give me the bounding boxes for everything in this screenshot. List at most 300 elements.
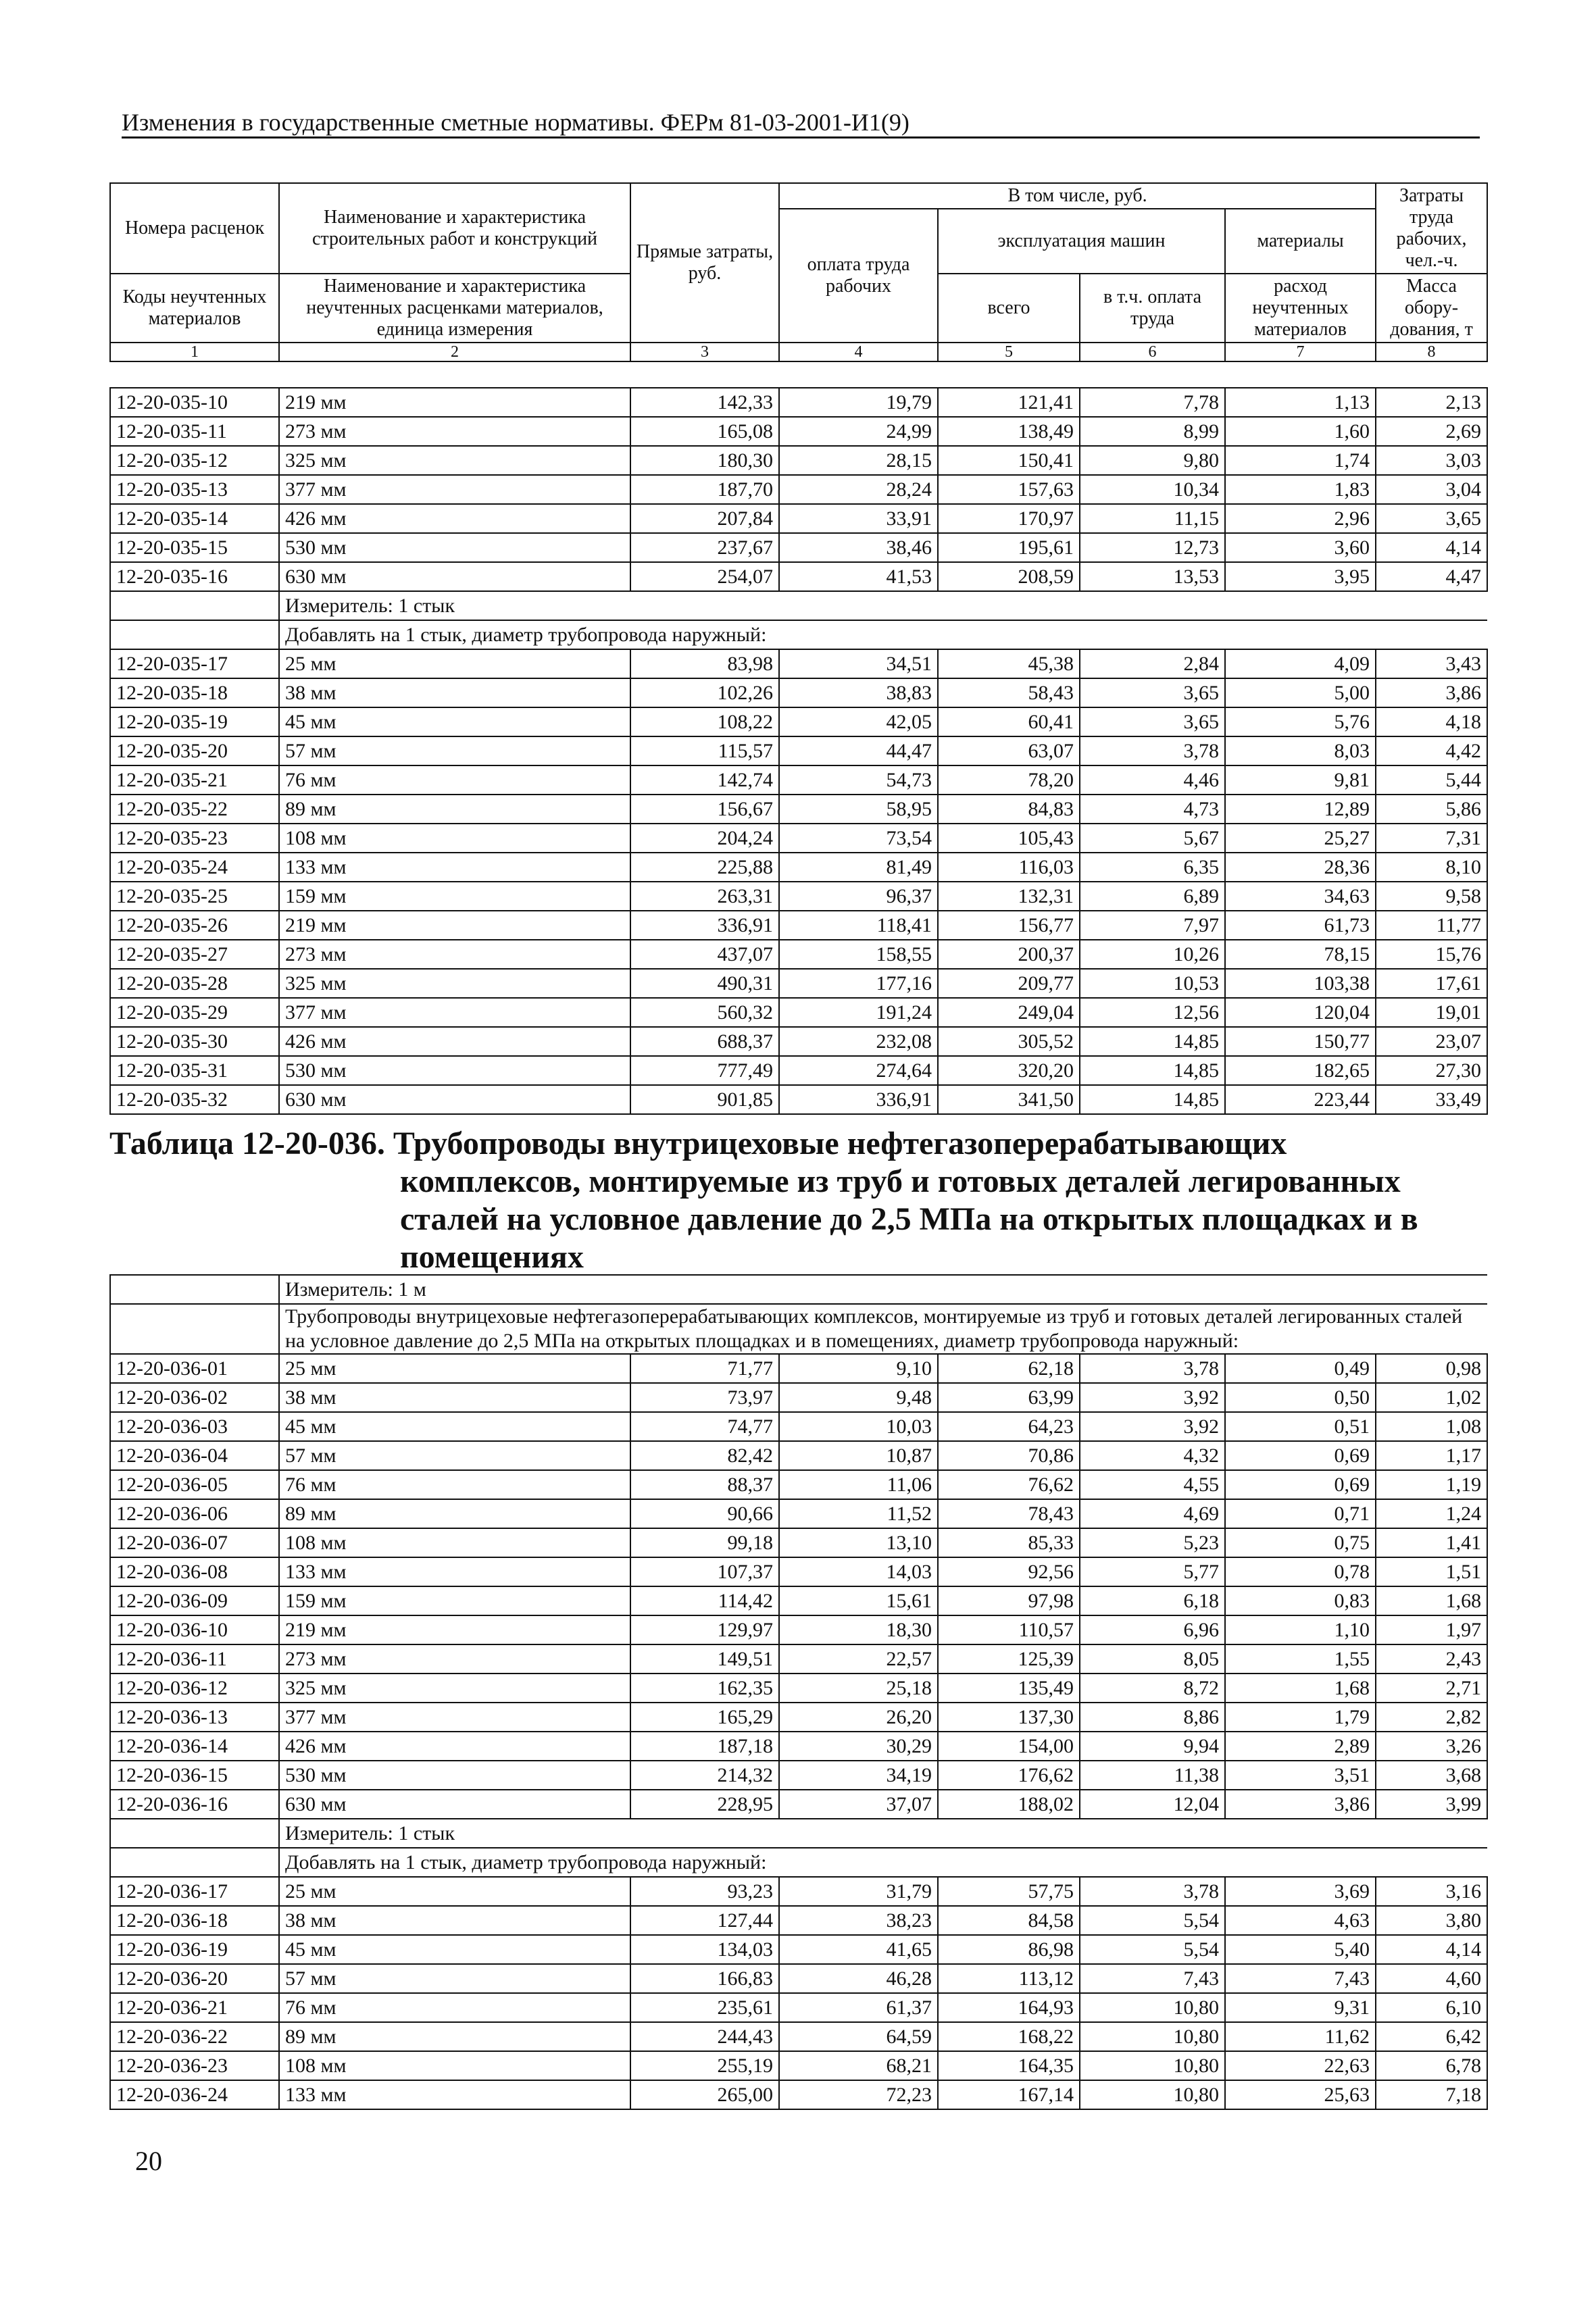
labor-hours: 3,65 — [1376, 504, 1487, 533]
machines-labor: 14,85 — [1080, 1056, 1225, 1085]
machines-total: 78,43 — [938, 1499, 1080, 1528]
machines-labor: 3,65 — [1080, 678, 1225, 707]
labor-pay: 15,61 — [779, 1586, 938, 1615]
labor-pay: 54,73 — [779, 765, 938, 795]
rate-code: 12-20-036-07 — [110, 1528, 279, 1557]
machines-total: 57,75 — [938, 1877, 1080, 1906]
item-diameter: 377 мм — [279, 1703, 630, 1732]
materials: 0,51 — [1225, 1412, 1376, 1441]
col-index: 6 — [1080, 343, 1225, 361]
labor-pay: 31,79 — [779, 1877, 938, 1906]
labor-hours: 11,77 — [1376, 911, 1487, 940]
materials: 4,63 — [1225, 1906, 1376, 1935]
table-row — [110, 1528, 1487, 1557]
table-row — [110, 649, 1487, 678]
machines-labor: 5,67 — [1080, 824, 1225, 853]
direct-cost: 99,18 — [630, 1528, 779, 1557]
measure-label: Измеритель: 1 м — [279, 1275, 1487, 1304]
labor-pay: 64,59 — [779, 2022, 938, 2051]
materials: 1,79 — [1225, 1703, 1376, 1732]
direct-cost: 336,91 — [630, 911, 779, 940]
direct-cost: 560,32 — [630, 998, 779, 1027]
table-row — [110, 2022, 1487, 2051]
rate-code: 12-20-035-11 — [110, 417, 279, 446]
machines-total: 135,49 — [938, 1674, 1080, 1703]
direct-cost: 71,77 — [630, 1354, 779, 1383]
direct-cost: 82,42 — [630, 1441, 779, 1470]
item-diameter: 108 мм — [279, 1528, 630, 1557]
rate-code: 12-20-036-12 — [110, 1674, 279, 1703]
direct-cost: 162,35 — [630, 1674, 779, 1703]
rate-code: 12-20-036-15 — [110, 1761, 279, 1790]
col-head-materials: материалы — [1225, 209, 1376, 274]
machines-labor: 6,89 — [1080, 882, 1225, 911]
machines-labor: 10,80 — [1080, 2022, 1225, 2051]
materials: 7,43 — [1225, 1964, 1376, 1993]
labor-hours: 17,61 — [1376, 969, 1487, 998]
caption-line: помещениях — [400, 1239, 584, 1275]
rows-035-top — [110, 388, 1487, 591]
labor-pay: 41,65 — [779, 1935, 938, 1964]
item-diameter: 45 мм — [279, 1935, 630, 1964]
labor-hours: 2,13 — [1376, 388, 1487, 417]
machines-labor: 4,73 — [1080, 795, 1225, 824]
materials: 1,13 — [1225, 388, 1376, 417]
table-row — [110, 388, 1487, 417]
table-row — [110, 1790, 1487, 1819]
labor-pay: 38,23 — [779, 1906, 938, 1935]
labor-hours: 19,01 — [1376, 998, 1487, 1027]
labor-pay: 26,20 — [779, 1703, 938, 1732]
materials: 1,60 — [1225, 417, 1376, 446]
machines-total: 132,31 — [938, 882, 1080, 911]
direct-cost: 107,37 — [630, 1557, 779, 1586]
item-diameter: 630 мм — [279, 562, 630, 591]
labor-pay: 42,05 — [779, 707, 938, 736]
rate-code: 12-20-036-02 — [110, 1383, 279, 1412]
direct-cost: 225,88 — [630, 853, 779, 882]
item-diameter: 108 мм — [279, 2051, 630, 2080]
item-diameter: 89 мм — [279, 1499, 630, 1528]
machines-labor: 2,84 — [1080, 649, 1225, 678]
item-diameter: 76 мм — [279, 765, 630, 795]
table-row — [110, 1027, 1487, 1056]
machines-labor: 3,92 — [1080, 1412, 1225, 1441]
labor-hours: 1,02 — [1376, 1383, 1487, 1412]
materials: 3,60 — [1225, 533, 1376, 562]
table-row — [110, 1441, 1487, 1470]
labor-hours: 7,18 — [1376, 2080, 1487, 2109]
rate-code: 12-20-035-14 — [110, 504, 279, 533]
labor-hours: 1,97 — [1376, 1615, 1487, 1644]
direct-cost: 237,67 — [630, 533, 779, 562]
machines-total: 105,43 — [938, 824, 1080, 853]
machines-total: 63,07 — [938, 736, 1080, 765]
add-joint-label: Добавлять на 1 стык, диаметр трубопровода наружный: — [279, 620, 1487, 649]
direct-cost: 263,31 — [630, 882, 779, 911]
materials: 120,04 — [1225, 998, 1376, 1027]
labor-hours: 6,42 — [1376, 2022, 1487, 2051]
table-row — [110, 417, 1487, 446]
materials: 4,09 — [1225, 649, 1376, 678]
labor-hours: 5,86 — [1376, 795, 1487, 824]
table-row — [110, 1674, 1487, 1703]
table-row — [110, 1935, 1487, 1964]
rate-code: 12-20-035-20 — [110, 736, 279, 765]
table-row — [110, 824, 1487, 853]
machines-labor: 10,80 — [1080, 2080, 1225, 2109]
machines-total: 113,12 — [938, 1964, 1080, 1993]
labor-pay: 19,79 — [779, 388, 938, 417]
machines-labor: 3,78 — [1080, 736, 1225, 765]
rate-code: 12-20-036-05 — [110, 1470, 279, 1499]
labor-pay: 336,91 — [779, 1085, 938, 1114]
machines-total: 341,50 — [938, 1085, 1080, 1114]
direct-cost: 688,37 — [630, 1027, 779, 1056]
machines-total: 60,41 — [938, 707, 1080, 736]
item-diameter: 530 мм — [279, 533, 630, 562]
rate-code: 12-20-035-32 — [110, 1085, 279, 1114]
table-row — [110, 1732, 1487, 1761]
table-row — [110, 475, 1487, 504]
page-number: 20 — [135, 2146, 162, 2176]
item-diameter: 133 мм — [279, 1557, 630, 1586]
direct-cost: 214,32 — [630, 1761, 779, 1790]
labor-pay: 13,10 — [779, 1528, 938, 1557]
materials: 3,86 — [1225, 1790, 1376, 1819]
materials: 5,40 — [1225, 1935, 1376, 1964]
labor-hours: 8,10 — [1376, 853, 1487, 882]
labor-pay: 72,23 — [779, 2080, 938, 2109]
rate-code: 12-20-036-14 — [110, 1732, 279, 1761]
machines-labor: 12,73 — [1080, 533, 1225, 562]
materials: 3,51 — [1225, 1761, 1376, 1790]
item-diameter: 219 мм — [279, 911, 630, 940]
machines-total: 116,03 — [938, 853, 1080, 882]
machines-labor: 10,80 — [1080, 2051, 1225, 2080]
materials: 5,00 — [1225, 678, 1376, 707]
labor-hours: 3,04 — [1376, 475, 1487, 504]
machines-total: 78,20 — [938, 765, 1080, 795]
col-head-codes2: Коды неучтенных материалов — [110, 274, 279, 343]
col-head-codes1: Номера расценок — [110, 183, 279, 274]
direct-cost: 228,95 — [630, 1790, 779, 1819]
machines-labor: 9,80 — [1080, 446, 1225, 475]
item-diameter: 89 мм — [279, 2022, 630, 2051]
rate-code: 12-20-036-18 — [110, 1906, 279, 1935]
machines-labor: 7,78 — [1080, 388, 1225, 417]
item-diameter: 45 мм — [279, 1412, 630, 1441]
machines-labor: 10,80 — [1080, 1993, 1225, 2022]
machines-labor: 5,23 — [1080, 1528, 1225, 1557]
table-row — [110, 795, 1487, 824]
item-diameter: 426 мм — [279, 1027, 630, 1056]
labor-pay: 46,28 — [779, 1964, 938, 1993]
direct-cost: 88,37 — [630, 1470, 779, 1499]
machines-total: 209,77 — [938, 969, 1080, 998]
direct-cost: 127,44 — [630, 1906, 779, 1935]
machines-total: 137,30 — [938, 1703, 1080, 1732]
direct-cost: 265,00 — [630, 2080, 779, 2109]
materials: 182,65 — [1225, 1056, 1376, 1085]
labor-hours: 3,16 — [1376, 1877, 1487, 1906]
item-diameter: 89 мм — [279, 795, 630, 824]
item-diameter: 25 мм — [279, 649, 630, 678]
machines-labor: 8,99 — [1080, 417, 1225, 446]
machines-total: 150,41 — [938, 446, 1080, 475]
col-head-mach-total: всего — [938, 274, 1080, 343]
table-row — [110, 1557, 1487, 1586]
machines-total: 164,93 — [938, 1993, 1080, 2022]
machines-total: 84,83 — [938, 795, 1080, 824]
table-12-20-035 — [109, 387, 1488, 1115]
rate-code: 12-20-036-20 — [110, 1964, 279, 1993]
machines-total: 45,38 — [938, 649, 1080, 678]
item-diameter: 57 мм — [279, 1441, 630, 1470]
labor-pay: 28,24 — [779, 475, 938, 504]
labor-hours: 4,14 — [1376, 533, 1487, 562]
labor-pay: 34,19 — [779, 1761, 938, 1790]
rate-code: 12-20-036-04 — [110, 1441, 279, 1470]
machines-labor: 10,34 — [1080, 475, 1225, 504]
direct-cost: 149,51 — [630, 1644, 779, 1674]
table-row — [110, 1056, 1487, 1085]
item-diameter: 25 мм — [279, 1354, 630, 1383]
item-diameter: 530 мм — [279, 1056, 630, 1085]
direct-cost: 83,98 — [630, 649, 779, 678]
rate-code: 12-20-036-22 — [110, 2022, 279, 2051]
rate-code: 12-20-036-16 — [110, 1790, 279, 1819]
table-row — [110, 911, 1487, 940]
machines-labor: 3,92 — [1080, 1383, 1225, 1412]
labor-hours: 1,41 — [1376, 1528, 1487, 1557]
table-row — [110, 533, 1487, 562]
direct-cost: 187,70 — [630, 475, 779, 504]
caption-line: Таблица 12-20-036. Трубопроводы внутрицеховые нефтегазоперерабатывающих — [109, 1126, 1287, 1161]
direct-cost: 73,97 — [630, 1383, 779, 1412]
item-diameter: 426 мм — [279, 1732, 630, 1761]
col-head-incl: В том числе, руб. — [779, 183, 1376, 209]
materials: 1,74 — [1225, 446, 1376, 475]
item-diameter: 273 мм — [279, 1644, 630, 1674]
materials: 25,63 — [1225, 2080, 1376, 2109]
materials: 103,38 — [1225, 969, 1376, 998]
labor-pay: 9,48 — [779, 1383, 938, 1412]
machines-total: 200,37 — [938, 940, 1080, 969]
table-header — [109, 182, 1488, 362]
direct-cost: 74,77 — [630, 1412, 779, 1441]
caption-line: комплексов, монтируемые из труб и готовых деталей легированных — [400, 1163, 1401, 1199]
machines-labor: 3,65 — [1080, 707, 1225, 736]
machines-total: 176,62 — [938, 1761, 1080, 1790]
col-index: 1 — [110, 343, 279, 361]
table-row — [110, 1354, 1487, 1383]
labor-hours: 4,60 — [1376, 1964, 1487, 1993]
labor-pay: 44,47 — [779, 736, 938, 765]
rate-code: 12-20-036-13 — [110, 1703, 279, 1732]
labor-hours: 1,68 — [1376, 1586, 1487, 1615]
col-head-name1: Наименование и характеристика строительных работ и конструкций — [279, 183, 630, 274]
materials: 22,63 — [1225, 2051, 1376, 2080]
labor-hours: 1,51 — [1376, 1557, 1487, 1586]
machines-total: 121,41 — [938, 388, 1080, 417]
materials: 61,73 — [1225, 911, 1376, 940]
rate-code: 12-20-035-18 — [110, 678, 279, 707]
direct-cost: 207,84 — [630, 504, 779, 533]
rate-code: 12-20-036-23 — [110, 2051, 279, 2080]
rate-code: 12-20-035-15 — [110, 533, 279, 562]
rows-036-top — [110, 1354, 1487, 1819]
machines-labor: 3,78 — [1080, 1354, 1225, 1383]
direct-cost: 165,29 — [630, 1703, 779, 1732]
materials: 0,69 — [1225, 1441, 1376, 1470]
table-row — [110, 940, 1487, 969]
labor-hours: 15,76 — [1376, 940, 1487, 969]
table-row — [110, 2051, 1487, 2080]
materials: 1,83 — [1225, 475, 1376, 504]
materials: 1,68 — [1225, 1674, 1376, 1703]
machines-total: 320,20 — [938, 1056, 1080, 1085]
item-diameter: 325 мм — [279, 969, 630, 998]
machines-labor: 8,72 — [1080, 1674, 1225, 1703]
table-row — [110, 504, 1487, 533]
machines-total: 195,61 — [938, 533, 1080, 562]
materials: 1,10 — [1225, 1615, 1376, 1644]
table-row — [110, 678, 1487, 707]
table-description: Трубопроводы внутрицеховые нефтегазоперерабатывающих комплексов, монтируемые из труб и готовых деталей легированных сталей на условное давление до 2,5 МПа на открытых площадках и в помещениях, диаметр трубопровода наружный: — [279, 1304, 1487, 1354]
direct-cost: 235,61 — [630, 1993, 779, 2022]
machines-labor: 6,18 — [1080, 1586, 1225, 1615]
labor-pay: 18,30 — [779, 1615, 938, 1644]
labor-pay: 24,99 — [779, 417, 938, 446]
rate-code: 12-20-035-28 — [110, 969, 279, 998]
item-diameter: 133 мм — [279, 2080, 630, 2109]
labor-pay: 28,15 — [779, 446, 938, 475]
labor-pay: 61,37 — [779, 1993, 938, 2022]
table-row — [110, 1499, 1487, 1528]
rate-code: 12-20-035-12 — [110, 446, 279, 475]
machines-labor: 14,85 — [1080, 1085, 1225, 1114]
materials: 9,31 — [1225, 1993, 1376, 2022]
rows-036-bottom — [110, 1877, 1487, 2109]
direct-cost: 204,24 — [630, 824, 779, 853]
machines-total: 64,23 — [938, 1412, 1080, 1441]
table-row — [110, 1993, 1487, 2022]
labor-hours: 33,49 — [1376, 1085, 1487, 1114]
direct-cost: 93,23 — [630, 1877, 779, 1906]
rate-code: 12-20-036-08 — [110, 1557, 279, 1586]
machines-total: 85,33 — [938, 1528, 1080, 1557]
item-diameter: 159 мм — [279, 882, 630, 911]
machines-total: 86,98 — [938, 1935, 1080, 1964]
machines-total: 156,77 — [938, 911, 1080, 940]
labor-pay: 9,10 — [779, 1354, 938, 1383]
item-diameter: 38 мм — [279, 678, 630, 707]
machines-total: 170,97 — [938, 504, 1080, 533]
table-row — [110, 765, 1487, 795]
table-row — [110, 853, 1487, 882]
item-diameter: 426 мм — [279, 504, 630, 533]
item-diameter: 108 мм — [279, 824, 630, 853]
rate-code: 12-20-036-06 — [110, 1499, 279, 1528]
item-diameter: 76 мм — [279, 1470, 630, 1499]
machines-total: 168,22 — [938, 2022, 1080, 2051]
labor-pay: 81,49 — [779, 853, 938, 882]
rate-code: 12-20-035-21 — [110, 765, 279, 795]
materials: 3,69 — [1225, 1877, 1376, 1906]
labor-pay: 38,46 — [779, 533, 938, 562]
table-row — [110, 1644, 1487, 1674]
labor-hours: 1,24 — [1376, 1499, 1487, 1528]
machines-labor: 10,26 — [1080, 940, 1225, 969]
materials: 0,83 — [1225, 1586, 1376, 1615]
col-head-mat-usage: расход неучтенных материалов — [1225, 274, 1376, 343]
caption-line: сталей на условное давление до 2,5 МПа на открытых площадках и в — [400, 1201, 1418, 1237]
labor-pay: 274,64 — [779, 1056, 938, 1085]
labor-pay: 37,07 — [779, 1790, 938, 1819]
labor-pay: 30,29 — [779, 1732, 938, 1761]
table-row — [110, 1877, 1487, 1906]
machines-labor: 11,15 — [1080, 504, 1225, 533]
machines-labor: 5,77 — [1080, 1557, 1225, 1586]
rate-code: 12-20-036-17 — [110, 1877, 279, 1906]
table-row — [110, 707, 1487, 736]
labor-pay: 11,52 — [779, 1499, 938, 1528]
materials: 1,55 — [1225, 1644, 1376, 1674]
table-row — [110, 1412, 1487, 1441]
rate-code: 12-20-036-19 — [110, 1935, 279, 1964]
labor-hours: 2,71 — [1376, 1674, 1487, 1703]
labor-hours: 1,19 — [1376, 1470, 1487, 1499]
labor-hours: 3,03 — [1376, 446, 1487, 475]
materials: 223,44 — [1225, 1085, 1376, 1114]
labor-hours: 23,07 — [1376, 1027, 1487, 1056]
labor-hours: 5,44 — [1376, 765, 1487, 795]
item-diameter: 57 мм — [279, 1964, 630, 1993]
direct-cost: 437,07 — [630, 940, 779, 969]
materials: 11,62 — [1225, 2022, 1376, 2051]
item-diameter: 45 мм — [279, 707, 630, 736]
machines-labor: 5,54 — [1080, 1906, 1225, 1935]
labor-hours: 2,82 — [1376, 1703, 1487, 1732]
labor-pay: 73,54 — [779, 824, 938, 853]
direct-cost: 244,43 — [630, 2022, 779, 2051]
materials: 0,71 — [1225, 1499, 1376, 1528]
col-index: 5 — [938, 343, 1080, 361]
col-head-machines: эксплуатация машин — [938, 209, 1225, 274]
machines-total: 157,63 — [938, 475, 1080, 504]
rate-code: 12-20-035-13 — [110, 475, 279, 504]
col-head-equip-mass: Масса обору- дования, т — [1376, 274, 1487, 343]
labor-pay: 10,87 — [779, 1441, 938, 1470]
labor-hours: 3,99 — [1376, 1790, 1487, 1819]
rate-code: 12-20-036-09 — [110, 1586, 279, 1615]
machines-total: 125,39 — [938, 1644, 1080, 1674]
machines-total: 97,98 — [938, 1586, 1080, 1615]
materials: 2,96 — [1225, 504, 1376, 533]
rate-code: 12-20-035-22 — [110, 795, 279, 824]
machines-total: 76,62 — [938, 1470, 1080, 1499]
labor-pay: 158,55 — [779, 940, 938, 969]
materials: 150,77 — [1225, 1027, 1376, 1056]
machines-labor: 4,46 — [1080, 765, 1225, 795]
table-row — [110, 1761, 1487, 1790]
machines-labor: 6,35 — [1080, 853, 1225, 882]
item-diameter: 377 мм — [279, 475, 630, 504]
col-index: 3 — [630, 343, 779, 361]
labor-hours: 6,78 — [1376, 2051, 1487, 2080]
item-diameter: 219 мм — [279, 1615, 630, 1644]
